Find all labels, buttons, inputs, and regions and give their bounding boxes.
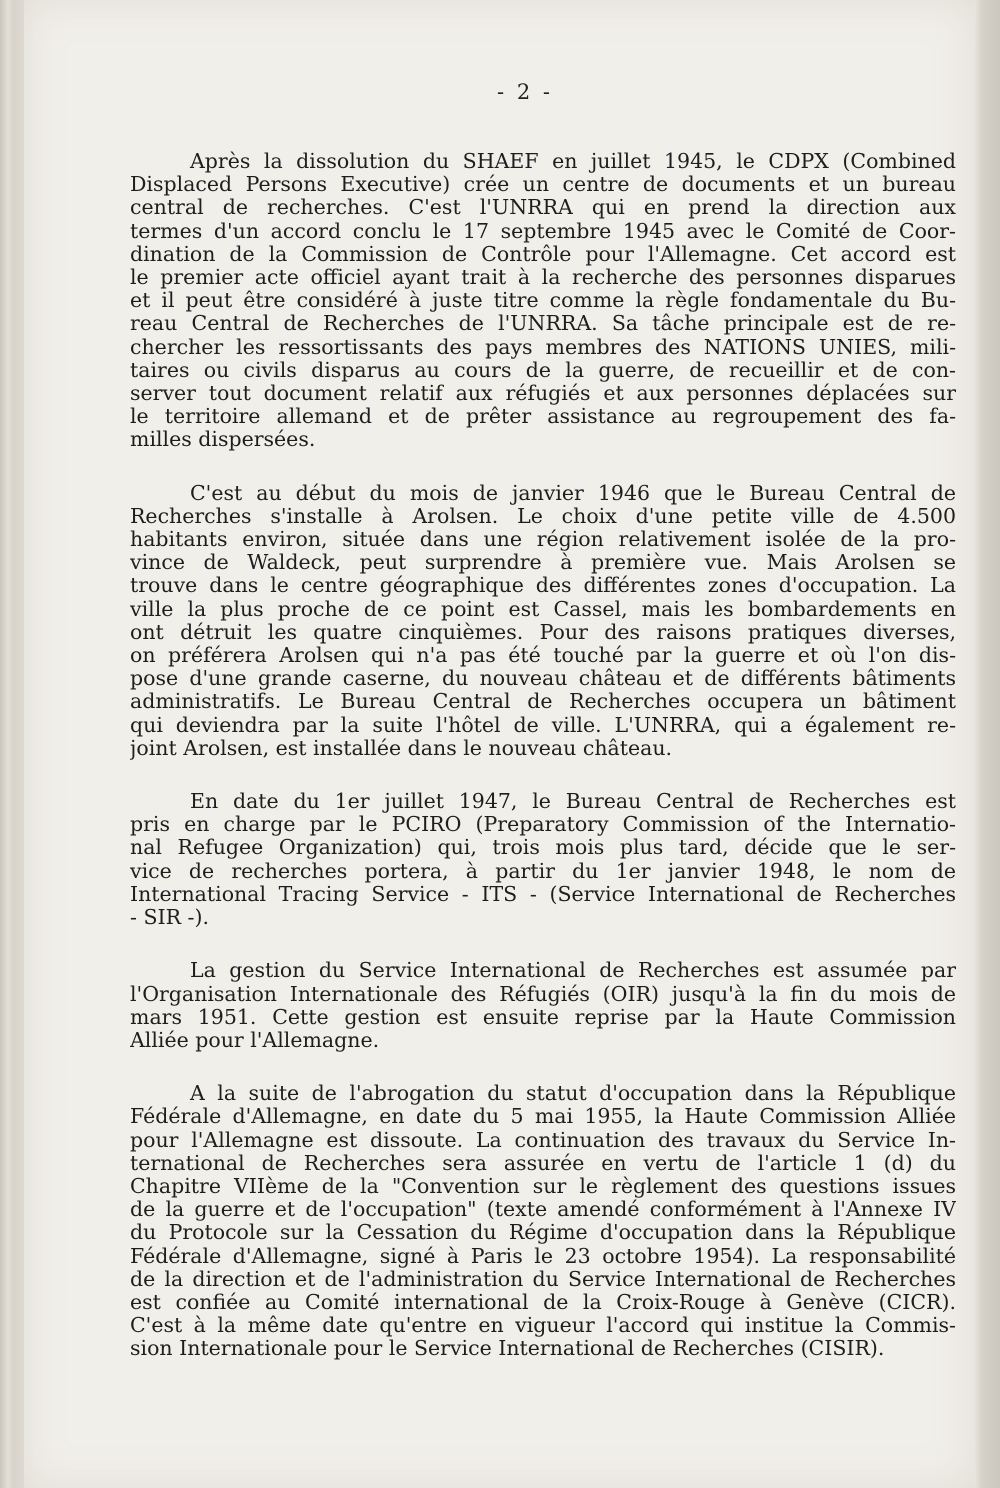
- text-line: mars 1951. Cette gestion est ensuite reprise par la Haute Commission: [130, 1005, 956, 1029]
- text-line: Displaced Persons Executive) crée un centre de documents et un bureau: [130, 173, 956, 197]
- text-line: ternational de Recherches sera assurée en vertu de l'article 1 (d) du: [130, 1151, 956, 1175]
- text-line: et il peut être considéré à juste titre comme la règle fondamentale du Bu-: [130, 289, 956, 313]
- text-line: dination de la Commission de Contrôle pour l'Allemagne. Cet accord est: [130, 242, 956, 266]
- text-line: de la guerre et de l'occupation" (texte amendé conformément à l'Annexe IV: [130, 1198, 956, 1222]
- text-line: Chapitre VIIème de la "Convention sur le règlement des questions issues: [130, 1174, 956, 1198]
- text-line: A la suite de l'abrogation du statut d'occupation dans la République: [190, 1082, 956, 1106]
- paragraph: [130, 790, 956, 929]
- text-line: on préférera Arolsen qui n'a pas été touché par la guerre et où l'on dis-: [130, 644, 956, 668]
- text-line: le territoire allemand et de prêter assistance au regroupement des fa-: [130, 405, 956, 429]
- text-line: nal Refugee Organization) qui, trois mois plus tard, décide que le ser-: [130, 836, 956, 860]
- text-line: C'est au début du mois de janvier 1946 que le Bureau Central de: [190, 481, 956, 505]
- text-line: qui deviendra par la suite l'hôtel de ville. L'UNRRA, qui a également re-: [130, 713, 956, 737]
- text-line: habitants environ, située dans une région relativement isolée de la pro-: [130, 528, 956, 552]
- paragraph: [130, 150, 956, 452]
- text-line: trouve dans le centre géographique des différentes zones d'occupation. La: [130, 574, 956, 598]
- page-edge-shadow: [974, 0, 1000, 1488]
- paragraph: [130, 959, 956, 1052]
- text-line: l'Organisation Internationale des Réfugiés (OIR) jusqu'à la fin du mois de: [130, 982, 956, 1006]
- text-line: joint Arolsen, est installée dans le nouveau château.: [130, 736, 673, 760]
- text-line: server tout document relatif aux réfugiés et aux personnes déplacées sur: [130, 382, 956, 406]
- text-line: le premier acte officiel ayant trait à la recherche des personnes disparues: [130, 266, 956, 290]
- text-line: vince de Waldeck, peut surprendre à première vue. Mais Arolsen se: [130, 551, 956, 575]
- paragraph: [130, 1082, 956, 1360]
- text-line: Après la dissolution du SHAEF en juillet 1945, le CDPX (Combined: [190, 150, 956, 173]
- paragraph: [130, 482, 956, 760]
- text-line: vice de recherches portera, à partir du 1er janvier 1948, le nom de: [130, 859, 956, 883]
- text-line: est confiée au Comité international de la Croix-Rouge à Genève (CICR).: [130, 1290, 956, 1314]
- text-line: En date du 1er juillet 1947, le Bureau Central de Recherches est: [190, 790, 956, 814]
- text-line: Recherches s'installe à Arolsen. Le choix d'une petite ville de 4.500: [130, 504, 956, 528]
- text-line: chercher les ressortissants des pays membres des NATIONS UNIES, mili-: [130, 335, 956, 359]
- text-line: Fédérale d'Allemagne, en date du 5 mai 1955, la Haute Commission Alliée: [130, 1105, 956, 1129]
- text-line: La gestion du Service International de Recherches est assumée par: [190, 959, 956, 983]
- text-line: milles dispersées.: [130, 428, 316, 452]
- text-line: Fédérale d'Allemagne, signé à Paris le 23 octobre 1954). La responsabilité: [130, 1244, 956, 1268]
- text-line: central de recherches. C'est l'UNRRA qui en prend la direction aux: [130, 196, 956, 220]
- text-line: pris en charge par le PCIRO (Preparatory Commission of the Internatio-: [130, 813, 956, 837]
- text-line: pose d'une grande caserne, du nouveau château et de différents bâtiments: [130, 667, 956, 691]
- text-line: administratifs. Le Bureau Central de Recherches occupera un bâtiment: [130, 690, 956, 714]
- text-line: - SIR -).: [130, 906, 209, 930]
- text-line: Alliée pour l'Allemagne.: [130, 1028, 380, 1052]
- text-line: du Protocole sur la Cessation du Régime d'occupation dans la République: [130, 1221, 956, 1245]
- text-line: pour l'Allemagne est dissoute. La continuation des travaux du Service In-: [130, 1128, 956, 1152]
- text-line: taires ou civils disparus au cours de la guerre, de recueillir et de con-: [130, 358, 956, 382]
- text-line: ont détruit les quatre cinquièmes. Pour des raisons pratiques diverses,: [130, 620, 956, 644]
- text-line: sion Internationale pour le Service International de Recherches (CISIR).: [130, 1337, 885, 1361]
- text-line: reau Central de Recherches de l'UNRRA. Sa tâche principale est de re-: [130, 312, 956, 336]
- text-line: ville la plus proche de ce point est Cassel, mais les bombardements en: [130, 597, 956, 621]
- text-line: de la direction et de l'administration du Service International de Recherches: [130, 1267, 956, 1291]
- text-line: International Tracing Service - ITS - (Service International de Recherches: [130, 882, 956, 906]
- text-line: C'est à la même date qu'entre en vigueur l'accord qui institue la Commis-: [130, 1314, 956, 1338]
- page-number: - 2 -: [497, 80, 553, 104]
- document-body: [130, 150, 956, 1361]
- text-line: termes d'un accord conclu le 17 septembre 1945 avec le Comité de Coor-: [130, 219, 956, 243]
